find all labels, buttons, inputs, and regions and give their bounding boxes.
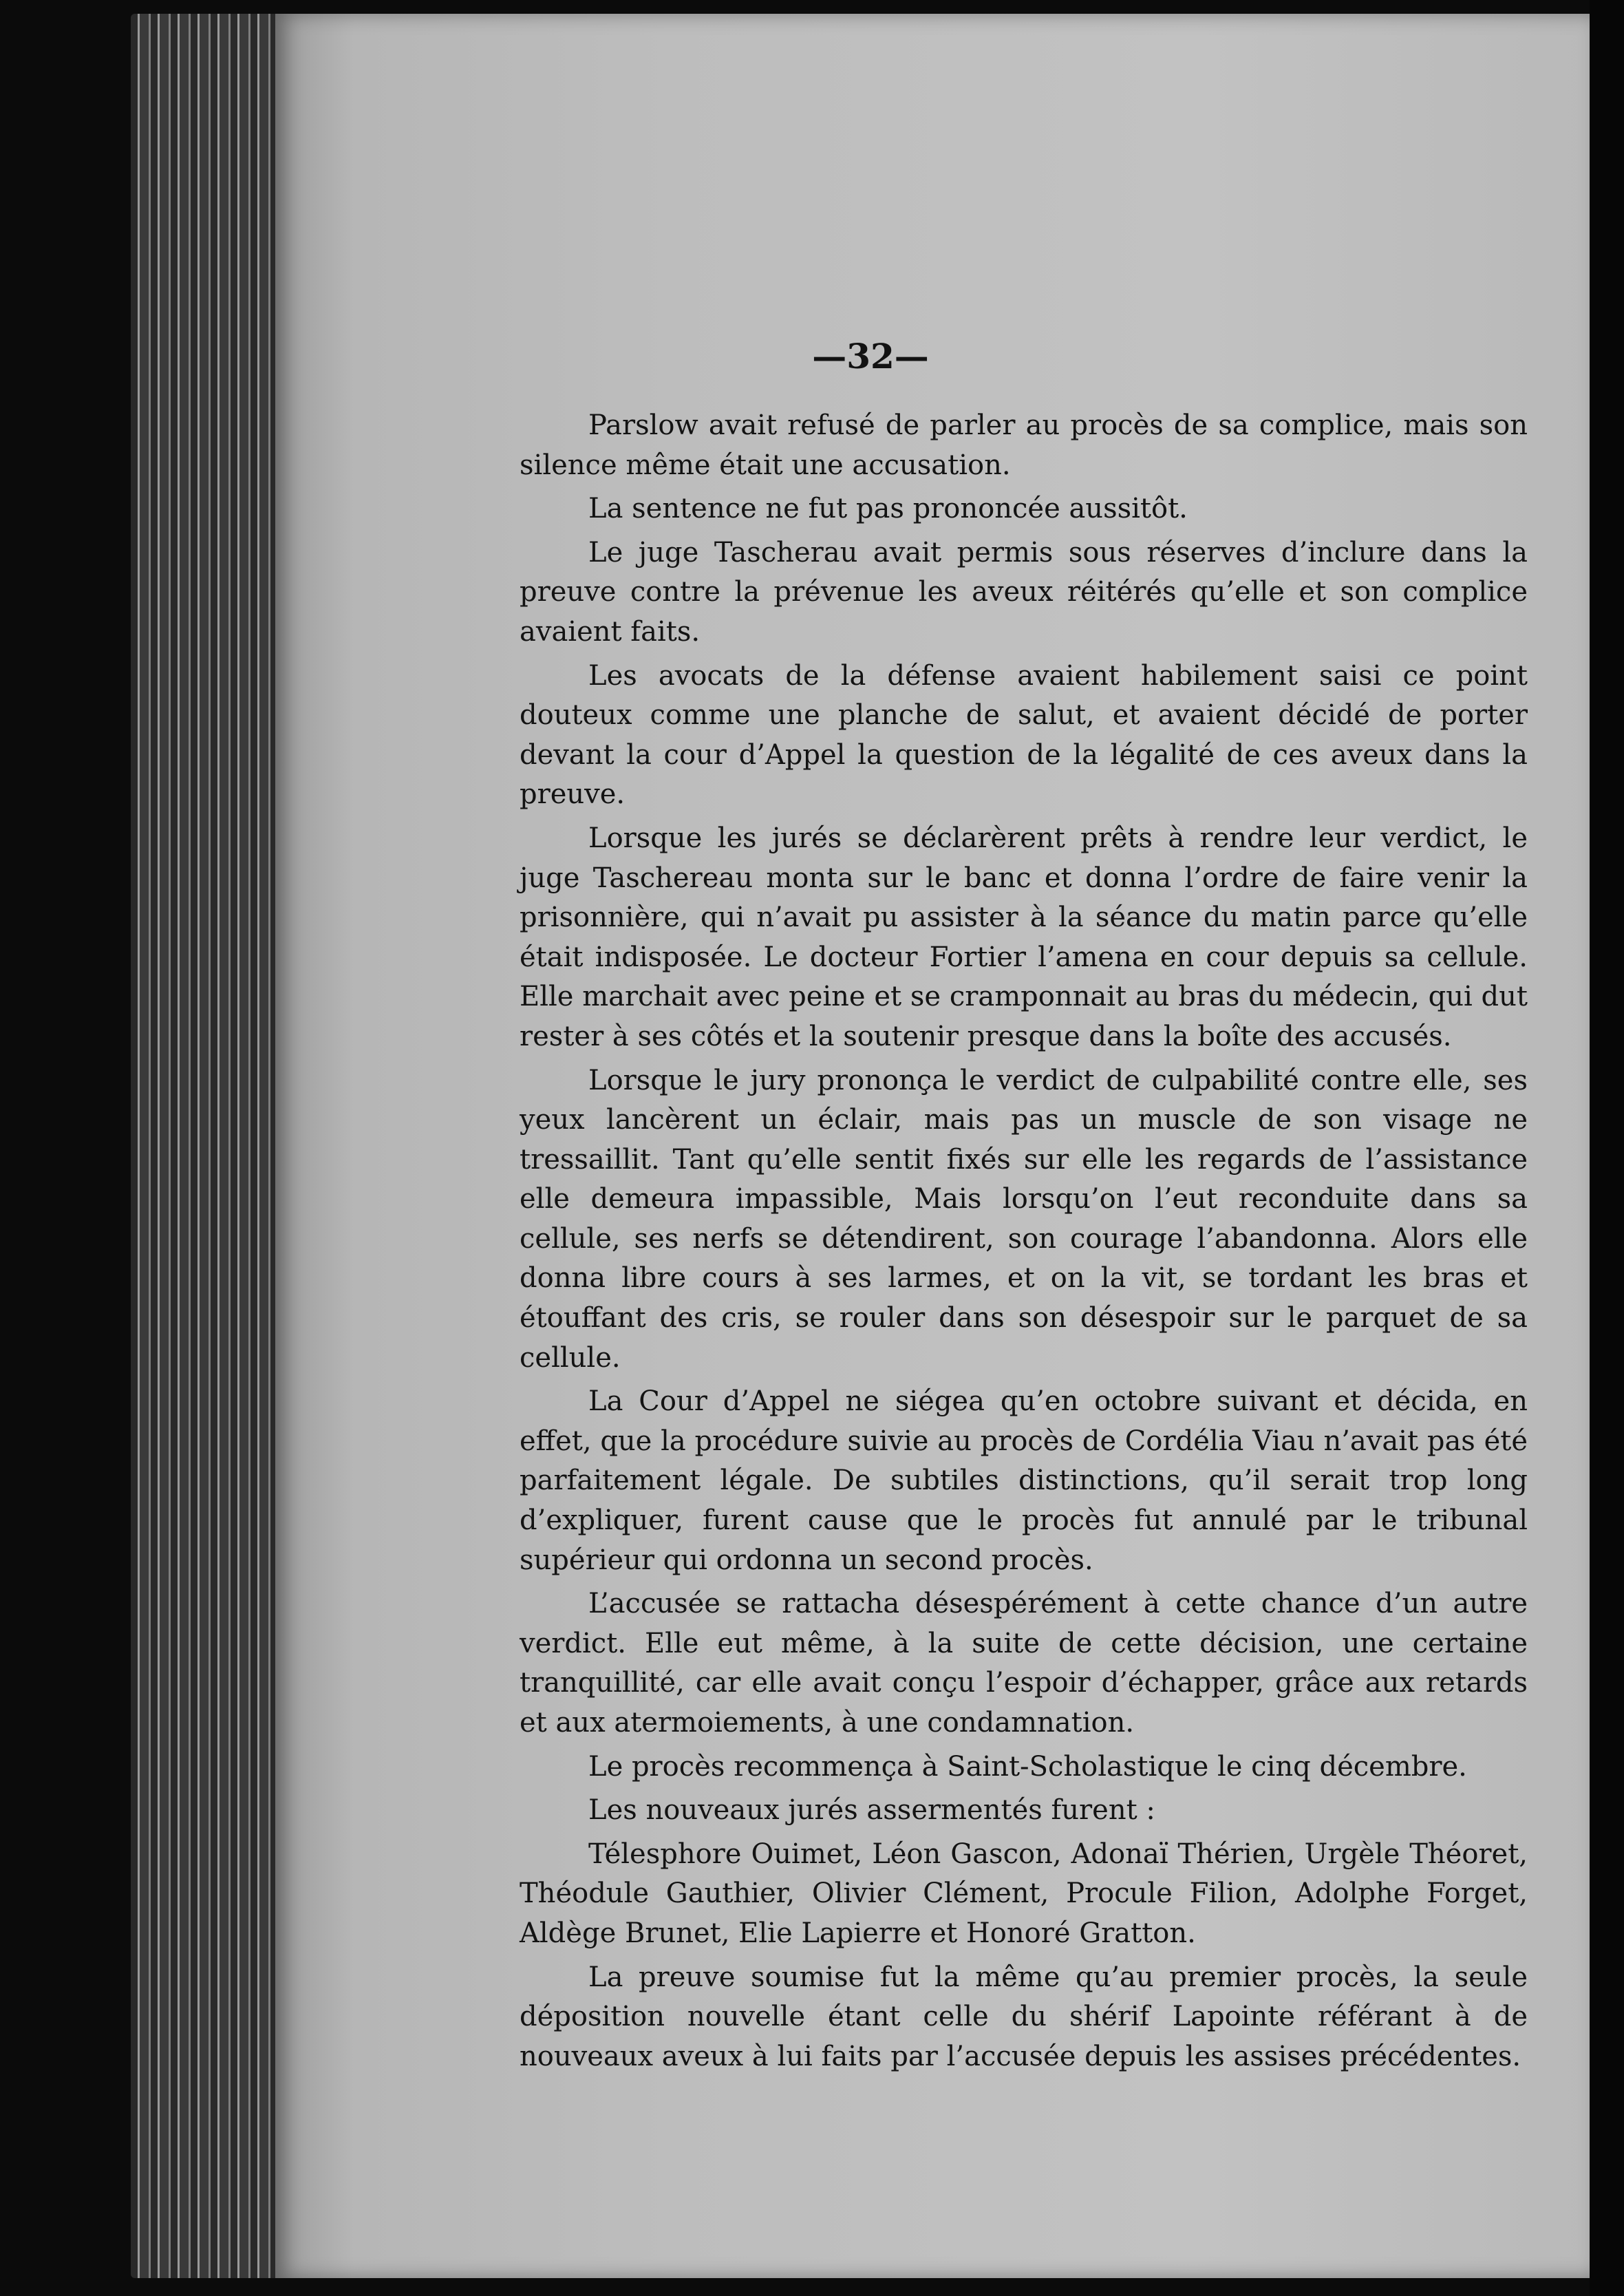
paragraph: La preuve soumise fut la même qu’au premier procès, la seule déposition nouvelle étant celle du shérif Lapointe référant à de nouveaux aveux à lui faits par l’accusée depuis les assises précédentes. — [520, 1961, 1528, 2072]
paragraph: Lorsque les jurés se déclarèrent prêts à rendre leur verdict, le juge Taschereau monta sur le banc et donna l’ordre de faire venir la prisonnière, qui n’avait pu assister à la séance du matin parce qu’elle était indisposée. Le docteur Fortier l’amena en cour depuis sa cellule. Elle marchait avec peine et se cramponnait au bras du médecin, qui dut rester à ses côtés et la soutenir presque dans la boîte des accusés. — [520, 822, 1528, 1052]
paragraph: Télesphore Ouimet, Léon Gascon, Adonaï Thérien, Urgèle Théoret, Théodule Gauthier, Olivier Clément, Procule Filion, Adolphe Forget, Aldège Brunet, Elie Lapierre et Honoré Gratton. — [520, 1838, 1528, 1949]
paragraph: Parslow avait refusé de parler au procès de sa complice, mais son silence même était une accusation. — [520, 410, 1528, 481]
paragraph: Les avocats de la défense avaient habilement saisi ce point douteux comme une planche de salut, et avaient décidé de porter devant la cour d’Appel la question de la légalité de ces aveux dans la preuve. — [520, 659, 1528, 811]
paragraph: Le procès recommença à Saint-Scholastique le cinq décembre. — [588, 1750, 1467, 1783]
paragraph: Le juge Tascherau avait permis sous réserves d’inclure dans la preuve contre la prévenue les aveux réitérés qu’elle et son complice avaient faits. — [520, 536, 1528, 648]
paragraph: La sentence ne fut pas prononcée aussitôt. — [588, 493, 1188, 525]
paragraph: La Cour d’Appel ne siégea qu’en octobre suivant et décida, en effet, que la procédure suivie au procès de Cordélia Viau n’avait pas été parfaitement légale. De subtiles distinctions, qu’il serait trop long d’expliquer, furent cause que le procès fut annulé par le tribunal supérieur qui ordonna un second procès. — [520, 1385, 1528, 1576]
body-text — [520, 406, 1528, 2081]
paragraph: Les nouveaux jurés assermentés furent : — [588, 1794, 1155, 1827]
page-number: —32— — [812, 336, 929, 376]
paragraph: L’accusée se rattacha désespérément à cette chance d’un autre verdict. Elle eut même, à la suite de cette décision, une certaine tranquillité, car elle avait conçu l’espoir d’échapper, grâce aux retards et aux atermoiements, à une condamnation. — [520, 1588, 1528, 1739]
paragraph: Lorsque le jury prononça le verdict de culpabilité contre elle, ses yeux lancèrent un éclair, mais pas un muscle de son visage ne tressaillit. Tant qu’elle sentit fixés sur elle les regards de l’assistance elle demeura impassible, Mais lorsqu’on l’eut reconduite dans sa cellule, ses nerfs se détendirent, son courage l’abandonna. Alors elle donna libre cours à ses larmes, et on la vit, se tordant les bras et étouffant des cris, se rouler dans son désespoir sur le parquet de sa cellule. — [520, 1064, 1528, 1374]
